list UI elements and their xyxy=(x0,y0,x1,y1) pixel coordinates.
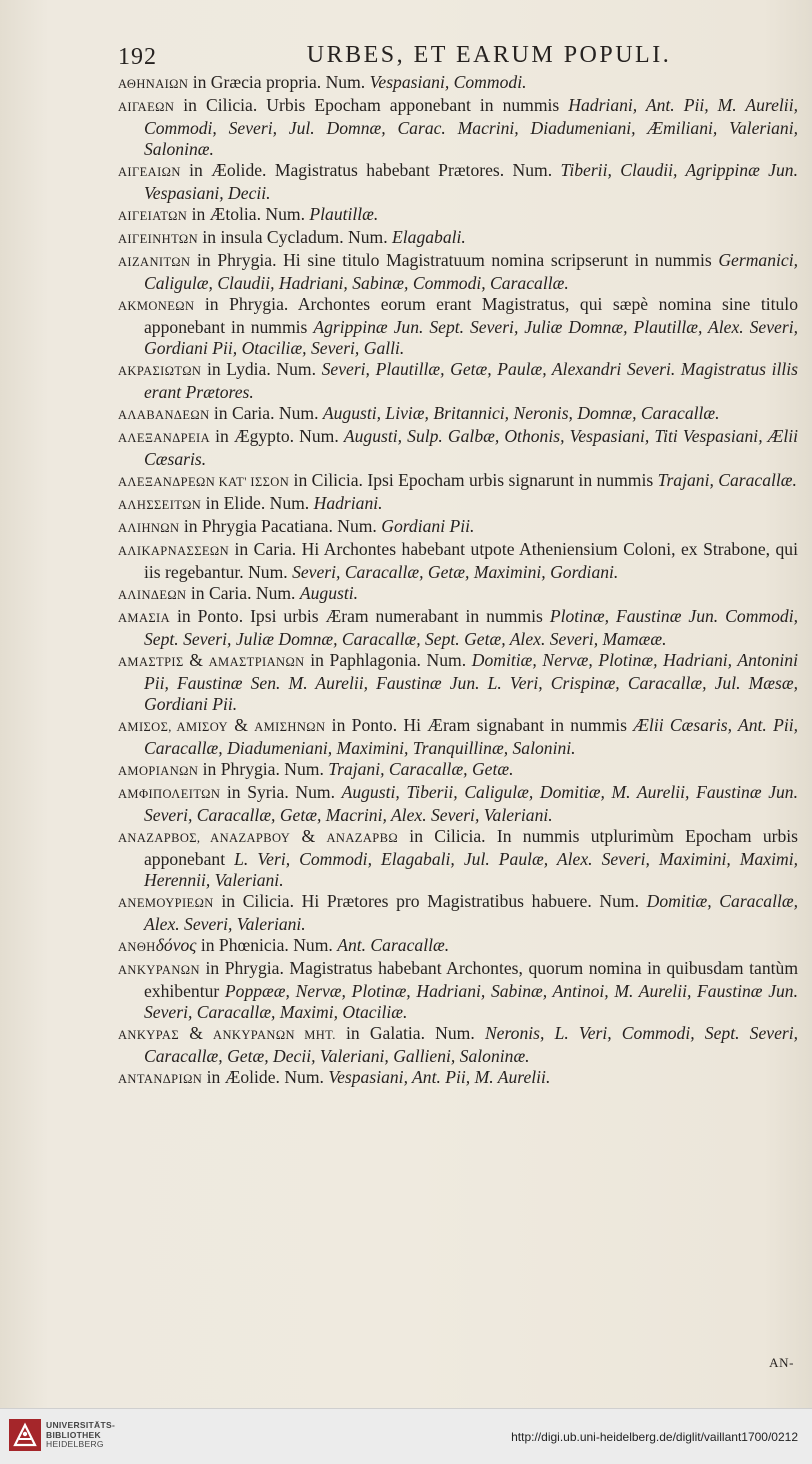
page-url-link[interactable]: http://digi.ub.uni-heidelberg.de/diglit/vaillant1700/0212 xyxy=(511,1430,798,1444)
catchword: AN- xyxy=(769,1355,794,1370)
library-name xyxy=(46,1421,115,1450)
city-name-greek: ΑΝΚΥΡΑΝΩΝ ΜΗΤ. xyxy=(213,1028,336,1042)
entry-text: in Æolide. Num. xyxy=(202,1067,329,1087)
coin-emperors-italic: Hadriani. xyxy=(313,493,383,513)
city-name-greek: ΑΝΘΗ xyxy=(118,940,156,954)
entry-text: in Paphlagonia. Num. xyxy=(304,650,472,670)
entry-text: in Cilicia. In nummis utplurimùm Epocham urbis apponebant xyxy=(144,826,799,869)
entry-text: in Cilicia. Urbis Epocham apponebant in nummis xyxy=(174,95,569,115)
city-name-greek: ΑΘΗΝΑΙΩΝ xyxy=(118,77,189,91)
city-entry xyxy=(118,583,798,606)
coin-emperors-italic: Trajani, Caracallæ. xyxy=(657,470,797,490)
coin-emperors-italic: Agrippinæ Jun. Sept. Severi, Juliæ Domnæ, Plautillæ, Alex. Severi, Gordiani Pii, Otaciliæ, Severi, Galli. xyxy=(144,317,798,358)
entry-text: & xyxy=(227,715,255,735)
city-entry xyxy=(118,95,798,160)
city-name-greek: ΑΝΚΥΡΑΣ xyxy=(118,1028,180,1042)
coin-emperors-italic: Vespasiani, Commodi. xyxy=(369,72,527,92)
city-name-greek: ΑΙΓΑΕΩΝ xyxy=(118,100,175,114)
entry-text: & xyxy=(179,1023,214,1043)
coin-emperors-italic: Plautillæ. xyxy=(309,204,379,224)
city-entry xyxy=(118,294,798,359)
entry-text: in Caria. Num. xyxy=(209,403,323,423)
coin-emperors-italic: Vespasiani, Ant. Pii, M. Aurelii. xyxy=(328,1067,551,1087)
city-name-greek: ΑΜΑΣΤΡΙΑΝΩΝ xyxy=(208,655,305,669)
page-header xyxy=(118,42,790,76)
city-entry xyxy=(118,516,798,539)
city-entry xyxy=(118,403,798,426)
viewer-footer xyxy=(0,1408,812,1464)
city-entry xyxy=(118,250,798,294)
city-name-greek: ΑΜΙΣΟΣ, ΑΜΙΣΟΥ xyxy=(118,720,228,734)
entry-text: in Ponto. Hi Æram signabant in nummis xyxy=(325,715,634,735)
entry-text: in Syria. Num. xyxy=(220,782,342,802)
city-name-greek: ΑΛΗΣΣΕΙΤΩΝ xyxy=(118,498,202,512)
entry-text: in Cilicia. Hi Prætores pro Magistratibus habuere. Num. xyxy=(213,891,647,911)
coin-emperors-italic: L. Veri, Commodi, Elagabali, Jul. Paulæ, Alex. Severi, Maximini, Maximi, Herennii, Valeriani. xyxy=(144,849,798,890)
city-entry xyxy=(118,891,798,935)
city-entry xyxy=(118,958,798,1023)
city-name-greek: ΑΜΟΡΙΑΝΩΝ xyxy=(118,764,199,778)
city-name-greek: ΑΝΑΖΑΡΒΟΣ, ΑΝΑΖΑΡΒΟΥ xyxy=(118,831,291,845)
city-name-greek: ΑΛΕΞΑΝΔΡΕΩΝ ΚΑΤ' ΙΣΣΟΝ xyxy=(118,475,290,489)
city-name-greek: ΑΙΖΑΝΙΤΩΝ xyxy=(118,255,191,269)
coin-emperors-italic: Augusti, Liviæ, Britannici, Neronis, Domnæ, Caracallæ. xyxy=(322,403,720,423)
city-entry xyxy=(118,782,798,826)
coin-emperors-italic: Poppææ, Nervæ, Plotinæ, Hadriani, Sabinæ, Antinoi, M. Aurelii, Faustinæ Jun. Severi, Caracallæ, Maximi, Otaciliæ. xyxy=(144,981,798,1022)
city-name-greek: ΑΚΡΑΣΙΩΤΩΝ xyxy=(118,364,202,378)
entry-text: in Caria. Hi Archontes habebant utpote Atheniensium Coloni, ex Strabone, qui iis regebantur. Num. xyxy=(144,539,798,582)
city-name-greek: ΑΜΑΣΙΑ xyxy=(118,611,171,625)
coin-emperors-italic: δόνος xyxy=(155,935,197,955)
coin-emperors-italic: Domitiæ, Caracallæ, Alex. Severi, Valeriani. xyxy=(144,891,798,934)
city-entry xyxy=(118,204,798,227)
coin-emperors-italic: Tiberii, Claudii, Agrippinæ Jun. Vespasiani, Decii. xyxy=(144,160,798,203)
city-name-greek: ΑΝΚΥΡΑΝΩΝ xyxy=(118,963,200,977)
entry-text: in Phrygia. Archontes eorum erant Magistratus, qui sæpè nomina sine titulo apponebant in nummis xyxy=(144,294,798,337)
coin-emperors-italic: Plotinæ, Faustinæ Jun. Commodi, Sept. Severi, Juliæ Domnæ, Caracallæ, Sept. Getæ, Alex. Severi, Mamææ. xyxy=(144,606,798,649)
city-name-greek: ΑΜΦΙΠΟΛΕΙΤΩΝ xyxy=(118,787,221,801)
city-name-greek: ΑΛΕΞΑΝΔΡΕΙΑ xyxy=(118,431,211,445)
city-entry xyxy=(118,826,798,891)
city-name-greek: ΑΛΙΝΔΕΩΝ xyxy=(118,588,187,602)
library-name-line2: BIBLIOTHEK xyxy=(46,1429,101,1440)
coin-emperors-italic: Severi, Caracallæ, Getæ, Maximini, Gordiani. xyxy=(292,562,619,582)
city-name-greek: ΑΛΑΒΑΝΔΕΩΝ xyxy=(118,408,210,422)
city-entry xyxy=(118,1023,798,1067)
city-name-greek: ΑΝΤΑΝΔΡΙΩΝ xyxy=(118,1072,203,1086)
entry-text: in Phrygia. Hi sine titulo Magistratuum nomina scripserunt in nummis xyxy=(190,250,719,270)
city-entry xyxy=(118,72,798,95)
running-title: URBES, ET EARUM POPULI. xyxy=(306,42,672,68)
entry-text: in Cilicia. Ipsi Epocham urbis signarunt in nummis xyxy=(289,470,658,490)
city-name-greek: ΑΛΙΗΝΩΝ xyxy=(118,521,180,535)
city-entry xyxy=(118,160,798,204)
entry-text: in Phrygia Pacatiana. Num. xyxy=(179,516,382,536)
coin-emperors-italic: Hadriani, Ant. Pii, M. Aurelii, Commodi, Severi, Jul. Domnæ, Carac. Macrini, Diadumeniani, Æmiliani, Valeriani, Saloninæ. xyxy=(144,95,798,159)
page-number: 192 xyxy=(118,44,157,70)
city-entry xyxy=(118,935,798,958)
coin-emperors-italic: Augusti, Sulp. Galbæ, Othonis, Vespasiani, Titi Vespasiani, Ælii Cæsaris. xyxy=(144,426,799,469)
entry-text: & xyxy=(290,826,327,846)
city-entry xyxy=(118,493,798,516)
library-name-line3: HEIDELBERG xyxy=(46,1439,104,1449)
entry-text: in Galatia. Num. xyxy=(335,1023,485,1043)
city-entry xyxy=(118,715,798,759)
city-name-greek: ΑΝΑΖΑΡΒΩ xyxy=(326,831,399,845)
city-name-greek: ΑΝΕΜΟΥΡΙΕΩΝ xyxy=(118,896,214,910)
entry-text: in Caria. Num. xyxy=(186,583,300,603)
coin-emperors-italic: Augusti, Tiberii, Caligulæ, Domitiæ, M. Aurelii, Faustinæ Jun. Severi, Caracallæ, Getæ, Macrini, Alex. Severi, Valeriani. xyxy=(144,782,798,825)
city-entry xyxy=(118,1067,798,1090)
coin-emperors-italic: Elagabali. xyxy=(392,227,466,247)
city-entry xyxy=(118,606,798,650)
entry-text: in Phrygia. Num. xyxy=(198,759,329,779)
city-name-greek: ΑΙΓΕΙΝΗΤΩΝ xyxy=(118,232,198,246)
city-name-greek: ΑΙΓΕΙΑΤΩΝ xyxy=(118,209,188,223)
city-entry xyxy=(118,759,798,782)
city-entry xyxy=(118,359,798,403)
entry-text: in Ponto. Ipsi urbis Æram numerabant in nummis xyxy=(170,606,550,626)
university-seal-icon xyxy=(9,1419,41,1451)
city-entry xyxy=(118,539,798,583)
coin-emperors-italic: Severi, Plautillæ, Getæ, Paulæ, Alexandri Severi. Magistratus illis erant Prætores. xyxy=(144,359,798,402)
entry-text: in Phrygia. Magistratus habebant Archontes, quorum nomina in quibusdam tantùm exhibentur xyxy=(144,958,798,1001)
city-entry xyxy=(118,426,798,470)
coin-emperors-italic: Ant. Caracallæ. xyxy=(337,935,450,955)
entry-text: in insula Cycladum. Num. xyxy=(198,227,393,247)
city-name-greek: ΑΜΙΣΗΝΩΝ xyxy=(254,720,326,734)
city-name-greek: ΑΜΑΣΤΡΙΣ xyxy=(118,655,184,669)
coin-emperors-italic: Domitiæ, Nervæ, Plotinæ, Hadriani, Antonini Pii, Faustinæ Sen. M. Aurelii, Faustinæ Jun. L. Veri, Crispinæ, Caracallæ, Jul. Mæsæ, Gordiani Pii. xyxy=(144,650,798,714)
city-entries-list xyxy=(118,72,798,1090)
coin-emperors-italic: Germanici, Caligulæ, Claudii, Hadriani, Sabinæ, Commodi, Caracallæ. xyxy=(144,250,798,293)
city-name-greek: ΑΛΙΚΑΡΝΑΣΣΕΩΝ xyxy=(118,544,230,558)
city-entry xyxy=(118,650,798,715)
city-name-greek: ΑΚΜΟΝΕΩΝ xyxy=(118,299,195,313)
entry-text: in Æolide. Magistratus habebant Prætores. Num. xyxy=(180,160,561,180)
entry-text: in Ægypto. Num. xyxy=(210,426,344,446)
city-entry xyxy=(118,227,798,250)
entry-text: in Græcia propria. Num. xyxy=(188,72,370,92)
coin-emperors-italic: Gordiani Pii. xyxy=(381,516,475,536)
entry-text: in Phœnicia. Num. xyxy=(196,935,338,955)
coin-emperors-italic: Neronis, L. Veri, Commodi, Sept. Severi, Caracallæ, Getæ, Decii, Valeriani, Gallieni, Saloninæ. xyxy=(144,1023,799,1066)
entry-text: in Lydia. Num. xyxy=(201,359,322,379)
coin-emperors-italic: Augusti. xyxy=(299,583,359,603)
entry-text: in Ætolia. Num. xyxy=(187,204,310,224)
coin-emperors-italic: Trajani, Caracallæ, Getæ. xyxy=(328,759,514,779)
entry-text: & xyxy=(183,650,209,670)
entry-text: in Elide. Num. xyxy=(201,493,314,513)
city-name-greek: ΑΙΓΕΑΙΩΝ xyxy=(118,165,181,179)
coin-emperors-italic: Ælii Cæsaris, Ant. Pii, Caracallæ, Diadumeniani, Maximini, Tranquillinæ, Salonini. xyxy=(144,715,798,758)
library-name-line1: UNIVERSITÄTS- xyxy=(46,1420,116,1430)
city-entry xyxy=(118,470,798,493)
